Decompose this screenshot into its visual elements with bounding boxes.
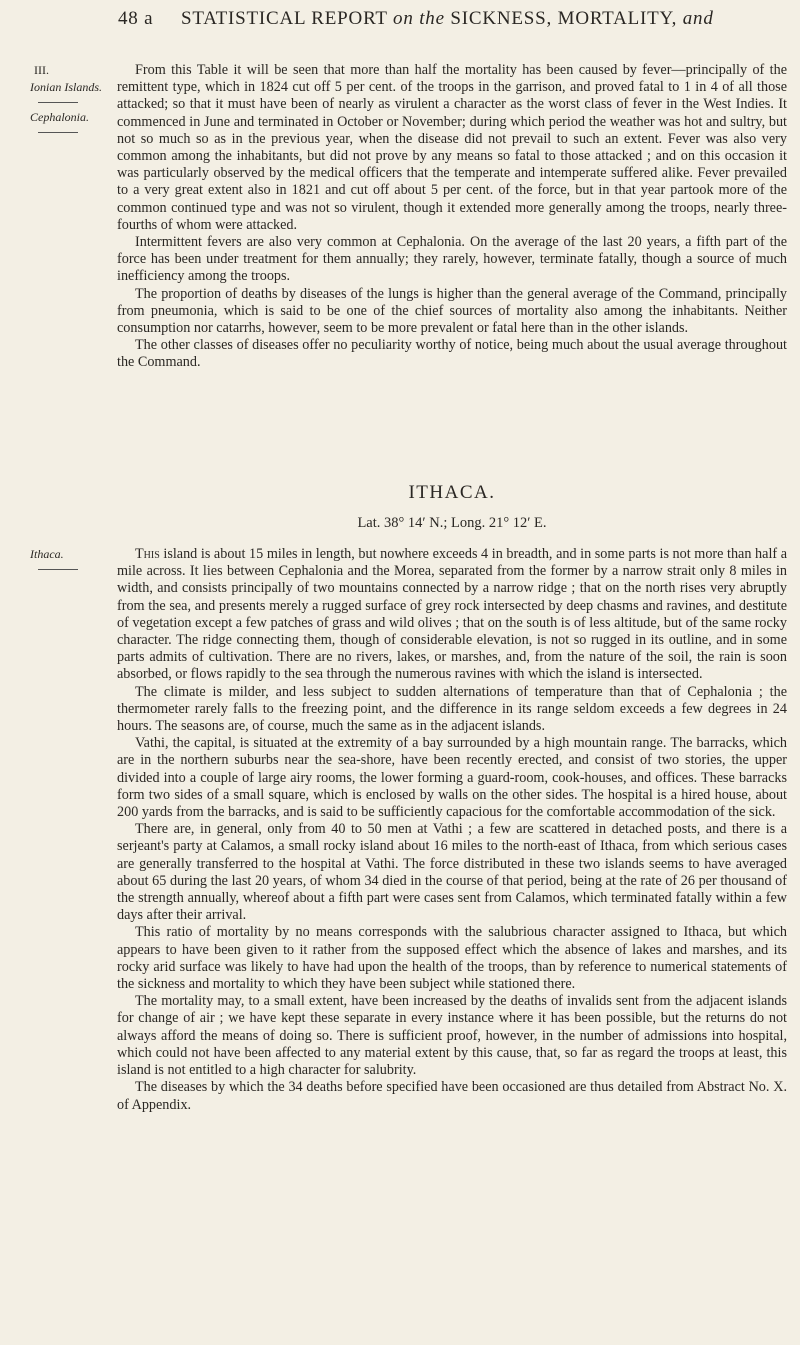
paragraph: The mortality may, to a small extent, have been increased by the deaths of invalids sent from the adjacent islands for change of air ; we have kept these separate in every instance where it has been possible, but the returns do not always afford the means of doing so. There is sufficient proof, however, in the number of admissions into hospital, which could not have been affected to any material extent by this cause, that, so far as regard the troops at least, this island is not entitled to a high character for salubrity. [117,993,787,1079]
section-name: Ionian Islands. [30,80,102,94]
paragraph-body: island is about 15 miles in length, but nowhere exceeds 4 in breadth, and in some parts is not more than half a mile across. It lies between Cephalonia and the Morea, separated from the former by a narrow strait only 8 miles in width, and consists principally of two mountains connected by a narrow ridge ; that on the north rises very abruptly from the sea, and presents merely a rugged surface of grey rock intersected by deep chasms and ravines, and destitute of vegetation except a few patches of grass and wild olives ; that on the south is of less altitude, but of the same rocky character. The ridge connecting them, though of considerable elevation, is not so rugged in its outline, and in some parts admits of cultivation. There are no rivers, lakes, or marshes, and, from the nature of the soil, the rain is soon absorbed, or flows rapidly to the sea through the numerous ravines with which the island is intersected. [117,546,787,683]
running-header [118,8,798,30]
page-number: 48 a [118,8,154,29]
paragraph: This ratio of mortality by no means corresponds with the salubrious character assigned to Ithaca, but which appears to have been given to it rather from the supposed effect which the absence of lakes and marshes, and its rocky arid surface was likely to have had upon the health of the troops, than by reference to numerical statements of the sickness and mortality to which they have been subject while stationed there. [117,924,787,993]
paragraph: There are, in general, only from 40 to 50 men at Vathi ; a few are scattered in detached posts, and there is a serjeant's party at Calamos, a small rocky island about 16 miles to the north-east of Ithaca, from which serious cases are generally transferred to the hospital at Vathi. The force distributed in these two islands seems to have averaged about 65 during the last 20 years, of whom 34 died in the course of that period, being at the rate of 26 per thousand of the strength annually, whereof about a fifth part were cases sent from Calamos, which terminated fatally within a few days after their arrival. [117,821,787,924]
ithaca-coordinates: Lat. 38° 14′ N.; Long. 21° 12′ E. [357,515,547,531]
margin-rule [38,132,78,133]
paragraph: The other classes of diseases offer no peculiarity worthy of notice, being much about the usual average throughout the Command. [117,337,787,371]
paragraph [117,546,787,684]
header-title-the: the [419,8,445,29]
ithaca-text [117,546,787,1114]
margin-rule [38,102,78,103]
paragraph: The diseases by which the 34 deaths before specified have been occasioned are thus detailed from Abstract No. X. of Appendix. [117,1079,787,1113]
island-name-cephalonia: Cephalonia. [30,110,89,124]
paragraph: Intermittent fevers are also very common at Cephalonia. On the average of the last 20 years, a fifth part of the force has been under treatment for them annually; they rarely, however, terminate fatally, though a source of much inefficiency among the troops. [117,234,787,285]
section-title-ithaca: ITHACA. [408,482,496,503]
margin-rule [38,569,78,570]
header-title-and: and [682,8,714,29]
header-title-on: on [393,8,414,29]
header-title-part1: STATISTICAL REPORT [180,8,388,29]
margin-note-ithaca [30,546,110,576]
header-title-part2: SICKNESS, MORTALITY, [450,8,678,29]
first-word: This [135,546,160,562]
cephalonia-text [117,62,787,372]
island-name-ithaca: Ithaca. [30,547,64,561]
paragraph: Vathi, the capital, is situated at the extremity of a bay surrounded by a high mountain range. The barracks, which are in the northern suburbs near the sea-shore, have been recently erected, and consist of two stories, the upper divided into a couple of large airy rooms, the lower forming a guard-room, cook-houses, and offices. These barracks form two sides of a small square, which is enclosed by walls on the other sides. The hospital is a hired house, about 200 yards from the barracks, and is said to be sufficiently capacious for the comfortable accommodation of the sick. [117,735,787,821]
paragraph: The climate is milder, and less subject to sudden alternations of temperature than that of Cephalonia ; the thermometer rarely falls to the freezing point, and the difference in its range seldom exceeds a few degrees in 24 hours. The seasons are, of course, much the same as in the adjacent islands. [117,683,787,735]
section-number: III. [34,63,49,77]
margin-note-cephalonia [30,62,110,139]
paragraph: The proportion of deaths by diseases of the lungs is higher than the general average of the Command, principally from pneumonia, which is said to be one of the chief sources of mortality also among the inhabitants. Neither consumption nor catarrhs, however, seem to be more prevalent or fatal here than in the other islands. [117,285,787,337]
paragraph: From this Table it will be seen that more than half the mortality has been caused by fever—principally of the remittent type, which in 1824 cut off 5 per cent. of the troops in the garrison, and proved fatal to 1 in 4 of all those attacked; so that it must have been of nearly as virulent a character as the worst class of fever in the West Indies. It commenced in June and terminated in October or November; during which period the weather was hot and sultry, but not so much so as in the previous year, when the disease did not prevail to such an extent. Fever was also very common among the inhabitants, but did not prove by any means so fatal to those attacked ; and on this occasion it was particularly observed by the medical officers that the temperate and intemperate suffered alike. Fever prevailed to a very great extent also in 1821 and cut off about 5 per cent. of the force, but in that year partook more of the common continued type and was not so virulent, though it extended more generally among the troops, nearly three-fourths of whom were attacked. [117,62,787,233]
